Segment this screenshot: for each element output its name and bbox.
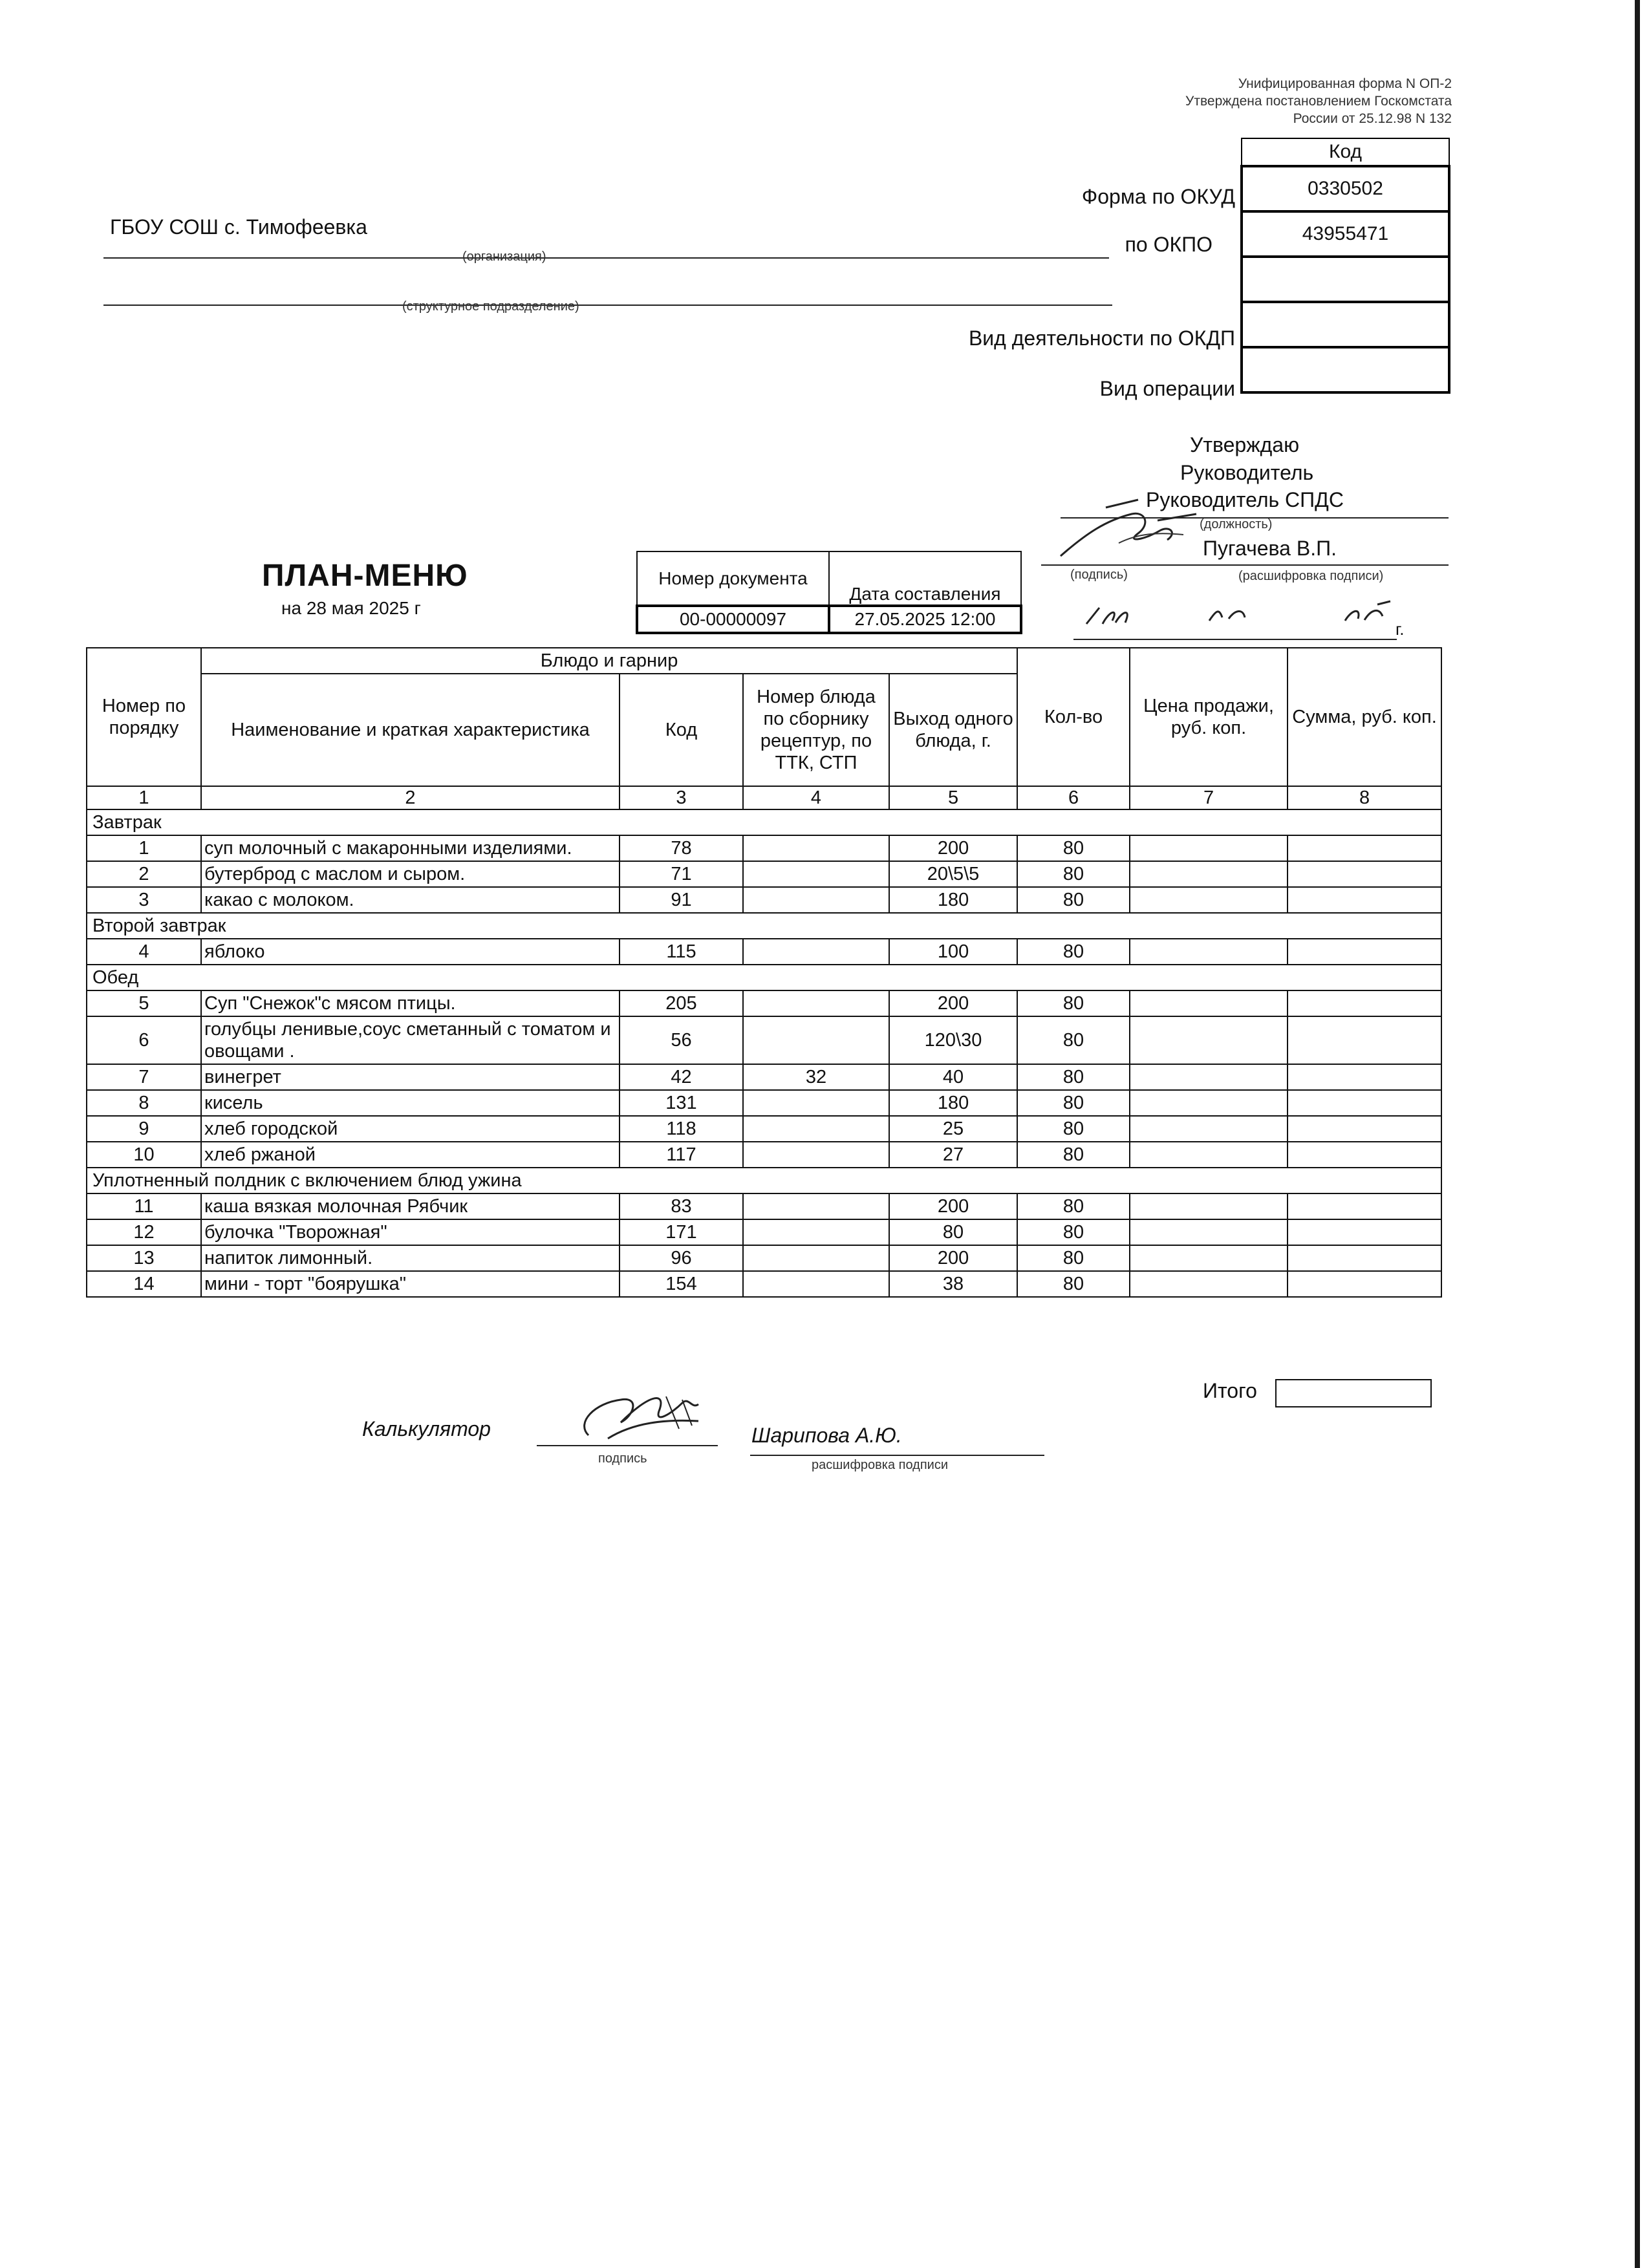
row-number: 1 xyxy=(87,835,201,861)
recipe-number xyxy=(743,1116,889,1142)
approver-name: Пугачева В.П. xyxy=(1203,537,1337,560)
dish-qty: 80 xyxy=(1017,1219,1130,1245)
sum-cell xyxy=(1288,939,1441,965)
document-number-table xyxy=(636,551,1022,634)
dish-qty: 80 xyxy=(1017,887,1130,913)
section-row xyxy=(87,913,1441,939)
dish-code: 117 xyxy=(620,1142,743,1168)
table-row xyxy=(87,990,1441,1016)
table-row xyxy=(87,1016,1441,1064)
row-number: 5 xyxy=(87,990,201,1016)
okdp-label: Вид деятельности по ОКДП xyxy=(968,326,1235,350)
section-title: Уплотненный полдник с включением блюд ужина xyxy=(87,1168,1441,1193)
row-number: 3 xyxy=(87,887,201,913)
dish-qty: 80 xyxy=(1017,1016,1130,1064)
dish-code: 56 xyxy=(620,1016,743,1064)
dish-code: 83 xyxy=(620,1193,743,1219)
calculator-name: Шарипова А.Ю. xyxy=(751,1424,902,1447)
dish-code: 154 xyxy=(620,1271,743,1297)
table-row xyxy=(87,1116,1441,1142)
dish-yield: 200 xyxy=(889,1245,1017,1271)
form-header-line1: Унифицированная форма N ОП-2 xyxy=(1238,76,1452,91)
header-code: Код xyxy=(620,674,743,786)
calculator-signature xyxy=(569,1384,724,1448)
price-cell xyxy=(1130,939,1288,965)
dish-yield: 200 xyxy=(889,1193,1017,1219)
form-header-line3: России от 25.12.98 N 132 xyxy=(1293,111,1452,126)
okpo-label: по ОКПО xyxy=(1125,233,1212,256)
dish-code: 96 xyxy=(620,1245,743,1271)
recipe-number xyxy=(743,887,889,913)
dish-yield: 27 xyxy=(889,1142,1017,1168)
table-row xyxy=(87,1142,1441,1168)
row-number: 4 xyxy=(87,939,201,965)
dish-qty: 80 xyxy=(1017,939,1130,965)
dish-code: 78 xyxy=(620,835,743,861)
table-row xyxy=(87,1193,1441,1219)
table-row xyxy=(87,887,1441,913)
document-number-header: Номер документа xyxy=(637,551,829,606)
dish-qty: 80 xyxy=(1017,1064,1130,1090)
price-cell xyxy=(1130,1064,1288,1090)
recipe-number xyxy=(743,861,889,887)
approver-name-caption: (расшифровка подписи) xyxy=(1238,569,1384,583)
sum-cell xyxy=(1288,861,1441,887)
section-title: Обед xyxy=(87,965,1441,990)
header-name: Наименование и краткая характеристика xyxy=(201,674,620,786)
dish-qty: 80 xyxy=(1017,990,1130,1016)
position-text: Руководитель СПДС xyxy=(1146,488,1344,511)
approver-signature-caption: (подпись) xyxy=(1070,568,1128,582)
operation-label: Вид операции xyxy=(1099,377,1235,400)
price-cell xyxy=(1130,1090,1288,1116)
section-row xyxy=(87,965,1441,990)
dish-code: 42 xyxy=(620,1064,743,1090)
approval-date-handwritten xyxy=(1073,592,1410,640)
division-line xyxy=(103,305,1112,306)
row-number: 6 xyxy=(87,1016,201,1064)
row-number: 12 xyxy=(87,1219,201,1245)
dish-code: 91 xyxy=(620,887,743,913)
calculator-name-caption: расшифровка подписи xyxy=(812,1458,949,1472)
codes-header: Код xyxy=(1242,138,1449,166)
calculator-name-line xyxy=(750,1455,1044,1456)
document-date-value: 27.05.2025 12:00 xyxy=(829,606,1021,633)
sum-cell xyxy=(1288,1142,1441,1168)
sum-cell xyxy=(1288,990,1441,1016)
recipe-number xyxy=(743,835,889,861)
total-label: Итого xyxy=(1203,1379,1257,1402)
menu-table-body xyxy=(87,809,1441,1297)
header-price: Цена продажи, руб. коп. xyxy=(1130,648,1288,786)
dish-yield: 20\5\5 xyxy=(889,861,1017,887)
calculator-label: Калькулятор xyxy=(362,1417,491,1440)
header-recipe: Номер блюда по сборнику рецептур, по ТТК, СТП xyxy=(743,674,889,786)
dish-name: напиток лимонный. xyxy=(201,1245,620,1271)
price-cell xyxy=(1130,1116,1288,1142)
document-number-value: 00-00000097 xyxy=(637,606,829,633)
price-cell xyxy=(1130,1271,1288,1297)
approve-text: Утверждаю xyxy=(1190,433,1300,456)
col-number: 3 xyxy=(620,786,743,809)
sum-cell xyxy=(1288,1271,1441,1297)
position-caption: (должность) xyxy=(1200,517,1273,531)
page-title: ПЛАН-МЕНЮ xyxy=(262,559,468,593)
price-cell xyxy=(1130,1142,1288,1168)
dish-name: винегрет xyxy=(201,1064,620,1090)
dish-qty: 80 xyxy=(1017,1271,1130,1297)
dish-qty: 80 xyxy=(1017,1090,1130,1116)
row-number: 9 xyxy=(87,1116,201,1142)
recipe-number xyxy=(743,1142,889,1168)
dish-yield: 200 xyxy=(889,990,1017,1016)
dish-name: голубцы ленивые,соус сметанный с томатом и овощами . xyxy=(201,1016,620,1064)
okud-value: 0330502 xyxy=(1242,166,1449,211)
empty-code-cell xyxy=(1242,257,1449,302)
dish-name: хлеб ржаной xyxy=(201,1142,620,1168)
dish-qty: 80 xyxy=(1017,861,1130,887)
dish-code: 115 xyxy=(620,939,743,965)
dish-yield: 80 xyxy=(889,1219,1017,1245)
recipe-number xyxy=(743,1271,889,1297)
column-number-row xyxy=(87,786,1441,809)
price-cell xyxy=(1130,1016,1288,1064)
sum-cell xyxy=(1288,1064,1441,1090)
head-text: Руководитель xyxy=(1180,461,1314,484)
row-number: 13 xyxy=(87,1245,201,1271)
dish-name: каша вязкая молочная Рябчик xyxy=(201,1193,620,1219)
col-number: 1 xyxy=(87,786,201,809)
okud-label: Форма по ОКУД xyxy=(1081,185,1235,208)
row-number: 14 xyxy=(87,1271,201,1297)
dish-yield: 180 xyxy=(889,1090,1017,1116)
dish-code: 118 xyxy=(620,1116,743,1142)
organization-name: ГБОУ СОШ с. Тимофеевка xyxy=(110,215,367,239)
dish-name: какао с молоком. xyxy=(201,887,620,913)
page-edge-scan-border xyxy=(1635,0,1640,2268)
recipe-number: 32 xyxy=(743,1064,889,1090)
price-cell xyxy=(1130,861,1288,887)
sum-cell xyxy=(1288,835,1441,861)
dish-name: бутерброд с маслом и сыром. xyxy=(201,861,620,887)
row-number: 2 xyxy=(87,861,201,887)
row-number: 8 xyxy=(87,1090,201,1116)
sum-cell xyxy=(1288,1016,1441,1064)
price-cell xyxy=(1130,1245,1288,1271)
sum-cell xyxy=(1288,1219,1441,1245)
row-number: 7 xyxy=(87,1064,201,1090)
dish-code: 131 xyxy=(620,1090,743,1116)
sum-cell xyxy=(1288,1193,1441,1219)
header-yield: Выход одного блюда, г. xyxy=(889,674,1017,786)
dish-qty: 80 xyxy=(1017,835,1130,861)
table-row xyxy=(87,1090,1441,1116)
price-cell xyxy=(1130,1219,1288,1245)
calculator-signature-caption: подпись xyxy=(598,1451,647,1466)
dish-yield: 38 xyxy=(889,1271,1017,1297)
row-number: 11 xyxy=(87,1193,201,1219)
form-header-line2: Утверждена постановлением Госкомстата xyxy=(1185,94,1452,109)
col-number: 7 xyxy=(1130,786,1288,809)
header-sum: Сумма, руб. коп. xyxy=(1288,648,1441,786)
dish-yield: 100 xyxy=(889,939,1017,965)
dish-yield: 25 xyxy=(889,1116,1017,1142)
recipe-number xyxy=(743,1193,889,1219)
table-row xyxy=(87,939,1441,965)
recipe-number xyxy=(743,1245,889,1271)
recipe-number xyxy=(743,990,889,1016)
section-row xyxy=(87,1168,1441,1193)
division-caption: (структурное подразделение) xyxy=(402,299,579,314)
dish-qty: 80 xyxy=(1017,1116,1130,1142)
table-row xyxy=(87,861,1441,887)
sum-cell xyxy=(1288,1245,1441,1271)
recipe-number xyxy=(743,1219,889,1245)
section-row xyxy=(87,809,1441,835)
dish-name: суп молочный с макаронными изделиями. xyxy=(201,835,620,861)
dish-name: хлеб городской xyxy=(201,1116,620,1142)
section-title: Завтрак xyxy=(87,809,1441,835)
table-row xyxy=(87,1245,1441,1271)
dish-name: яблоко xyxy=(201,939,620,965)
dish-name: кисель xyxy=(201,1090,620,1116)
col-number: 4 xyxy=(743,786,889,809)
price-cell xyxy=(1130,887,1288,913)
document-date-header: Дата составления xyxy=(829,551,1021,606)
dish-yield: 120\30 xyxy=(889,1016,1017,1064)
page-subtitle-date: на 28 мая 2025 г xyxy=(281,598,421,618)
dish-yield: 200 xyxy=(889,835,1017,861)
codes-table xyxy=(1240,138,1450,394)
dish-qty: 80 xyxy=(1017,1193,1130,1219)
header-dish-group: Блюдо и гарнир xyxy=(201,648,1017,674)
price-cell xyxy=(1130,835,1288,861)
recipe-number xyxy=(743,939,889,965)
dish-yield: 40 xyxy=(889,1064,1017,1090)
section-title: Второй завтрак xyxy=(87,913,1441,939)
row-number: 10 xyxy=(87,1142,201,1168)
sum-cell xyxy=(1288,1090,1441,1116)
dish-name: мини - торт "боярушка" xyxy=(201,1271,620,1297)
menu-table xyxy=(86,647,1442,1298)
dish-yield: 180 xyxy=(889,887,1017,913)
recipe-number xyxy=(743,1090,889,1116)
table-row xyxy=(87,1271,1441,1297)
col-number: 6 xyxy=(1017,786,1130,809)
dish-name: булочка "Творожная" xyxy=(201,1219,620,1245)
col-number: 5 xyxy=(889,786,1017,809)
okpo-value: 43955471 xyxy=(1242,211,1449,257)
dish-code: 71 xyxy=(620,861,743,887)
operation-value xyxy=(1242,347,1449,392)
dish-qty: 80 xyxy=(1017,1245,1130,1271)
table-row xyxy=(87,1064,1441,1090)
header-qty: Кол-во xyxy=(1017,648,1130,786)
price-cell xyxy=(1130,1193,1288,1219)
table-row xyxy=(87,835,1441,861)
dish-qty: 80 xyxy=(1017,1142,1130,1168)
form-header xyxy=(999,75,1452,127)
organization-line xyxy=(103,257,1109,259)
recipe-number xyxy=(743,1016,889,1064)
table-row xyxy=(87,1219,1441,1245)
total-value-cell xyxy=(1275,1379,1432,1407)
dish-code: 205 xyxy=(620,990,743,1016)
okdp-value xyxy=(1242,302,1449,347)
col-number: 2 xyxy=(201,786,620,809)
organization-caption: (организация) xyxy=(462,250,546,264)
col-number: 8 xyxy=(1288,786,1441,809)
sum-cell xyxy=(1288,1116,1441,1142)
dish-name: Суп "Снежок"с мясом птицы. xyxy=(201,990,620,1016)
header-num: Номер по порядку xyxy=(87,648,201,786)
approver-signature xyxy=(1048,495,1255,569)
sum-cell xyxy=(1288,887,1441,913)
price-cell xyxy=(1130,990,1288,1016)
year-suffix: г. xyxy=(1396,619,1405,639)
dish-code: 171 xyxy=(620,1219,743,1245)
